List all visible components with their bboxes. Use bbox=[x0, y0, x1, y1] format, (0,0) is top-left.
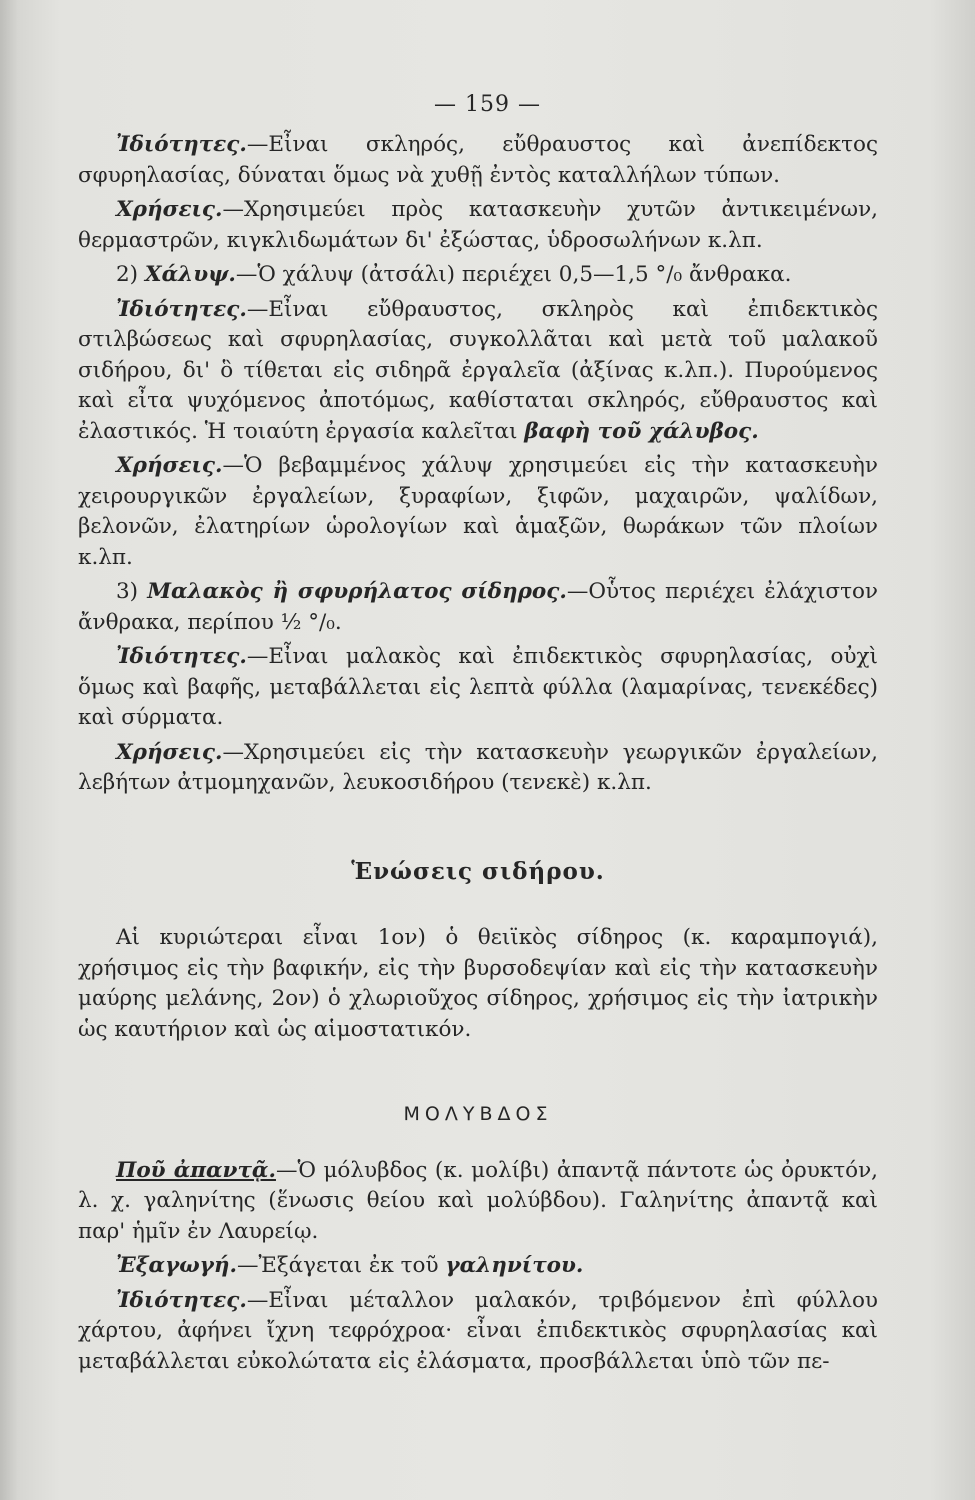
paragraph-text: —Οὗτος περιέχει ἐλάχιστον ἄνθρακα, περίπου ½ °/₀. bbox=[78, 579, 878, 635]
term-label: Ἰδιότητες. bbox=[116, 1287, 247, 1313]
body-text bbox=[78, 130, 878, 1381]
paragraph-text: —Εἶναι σκληρός, εὔθραυστος καὶ ἀνεπίδεκτος σφυρηλασίας, δύναται ὅμως νὰ χυθῇ ἐντὸς καταλλήλων τύπων. bbox=[78, 132, 878, 188]
term-label: Χρήσεις. bbox=[116, 197, 223, 222]
term-label: Ἰδιότητες. bbox=[116, 132, 247, 157]
term-label: Ποῦ ἀπαντᾷ. bbox=[116, 1157, 276, 1183]
paragraph-lead-extraction bbox=[78, 1251, 878, 1282]
term-label: Μαλακὸς ἢ σφυρήλατος σίδηρος. bbox=[147, 579, 567, 604]
emphasis-text: βαφὴ τοῦ χάλυβος. bbox=[524, 418, 759, 444]
emphasis-text: γαληνίτου. bbox=[445, 1253, 584, 1278]
paragraph-steel-uses bbox=[78, 451, 878, 573]
paragraph-text: —Ἐξάγεται ἐκ τοῦ bbox=[236, 1253, 439, 1278]
paragraph-iron-compounds: Αἱ κυριώτεραι εἶναι 1ον) ὁ θειϊκὸς σίδηρος (κ. καραμπογιά), χρήσιμος εἰς τὴν βαφικήν, εἰς τὴν βυρσοδεψίαν καὶ εἰς τὴν κατασκευὴν μαύρης μελάνης, 2ον) ὁ χλωριοῦχος σίδηρος, χρήσιμος εἰς τὴν ἰατρικὴν ὡς καυτήριον καὶ ὡς αἱμοστατικόν. bbox=[78, 925, 878, 1042]
paragraph-steel-intro bbox=[78, 260, 878, 291]
paragraph-text: —Εἶναι μαλακὸς καὶ ἐπιδεκτικὸς σφυρηλασίας, οὐχὶ ὅμως καὶ βαφῆς, μεταβάλλεται εἰς λεπτὰ φύλλα (λαμαρίνας, τενεκέδες) καὶ σύρματα. bbox=[78, 644, 878, 730]
paragraph-soft-iron-properties bbox=[78, 642, 878, 734]
paragraph-text: —Ὁ χάλυψ (ἀτσάλι) περιέχει 0,5—1,5 °/₀ ἄνθρακα. bbox=[235, 262, 792, 287]
term-label: Χάλυψ. bbox=[144, 262, 236, 287]
paragraph-text: —Εἶναι εὔθραυστος, σκληρὸς καὶ ἐπιδεκτικὸς στιλβώσεως καὶ σφυρηλασίας, συγκολλᾶται καὶ μετὰ τοῦ μαλακοῦ σιδήρου, δι' ὃ τίθεται εἰς σιδηρᾶ ἐργαλεῖα (ἀξίνας κ.λπ.). Πυρούμενος καὶ εἶτα ψυχόμενος ἀποτόμως, καθίσταται σκληρός, εὔθραυστος καὶ ἐλαστικός. Ἡ τοιαύτη ἐργασία καλεῖται bbox=[78, 296, 878, 444]
paragraph-text: —Χρησιμεύει πρὸς κατασκευὴν χυτῶν ἀντικειμένων, θερμαστρῶν, κιγκλιδωμάτων δι' ἐξώστας, ὑδροσωλήνων κ.λπ. bbox=[78, 197, 878, 253]
paragraph-lead-occurrence bbox=[78, 1156, 878, 1248]
paragraph-soft-iron-intro bbox=[78, 577, 878, 638]
heading-iron-compounds: Ἑνώσεις σιδήρου. bbox=[351, 857, 605, 885]
paragraph-steel-properties bbox=[78, 295, 878, 448]
paragraph-lead-properties bbox=[78, 1286, 878, 1378]
paragraph-text: —Ὁ βεβαμμένος χάλυψ χρησιμεύει εἰς τὴν κατασκευὴν χειρουργικῶν ἐργαλείων, ξυραφίων, ξιφῶν, μαχαιρῶν, ψαλίδων, βελονῶν, ἐλατηρίων ὡρολογίων καὶ ἁμαξῶν, θωράκων τῶν πλοίων κ.λπ. bbox=[78, 453, 878, 570]
term-label: Ἰδιότητες. bbox=[116, 296, 247, 322]
paragraph-text: —Ὁ μόλυβδος (κ. μολίβι) ἀπαντᾷ πάντοτε ὡς ὀρυκτόν, λ. χ. γαληνίτης (ἕνωσις θείου καὶ μολύβδου). Γαληνίτης ἀπαντᾷ καὶ παρ' ἡμῖν ἐν Λαυρείῳ. bbox=[78, 1157, 878, 1244]
heading-lead: ΜΟΛΥΒΔΟΣ bbox=[403, 1103, 553, 1125]
term-label: Χρήσεις. bbox=[116, 739, 223, 765]
paragraph-cast-iron-properties bbox=[78, 130, 878, 191]
paragraph-text: —Χρησιμεύει εἰς τὴν κατασκευὴν γεωργικῶν ἐργαλείων, λεβήτων ἀτμομηχανῶν, λευκοσιδήρου (τενεκὲ) κ.λπ. bbox=[78, 739, 878, 795]
paragraph-text: —Εἶναι μέταλλον μαλακόν, τριβόμενον ἐπὶ φύλλου χάρτου, ἀφήνει ἴχνη τεφρόχροα· εἶναι ἐπιδεκτικὸς σφυρηλασίας καὶ μεταβάλλεται εὐκολώτατα εἰς ἐλάσματα, προσβάλλεται ὑπὸ τῶν πε- bbox=[78, 1287, 878, 1374]
term-label: Ἐξαγωγή. bbox=[116, 1253, 237, 1278]
section-number: 2) bbox=[116, 262, 139, 287]
paragraph-cast-iron-uses bbox=[78, 195, 878, 256]
term-label: Χρήσεις. bbox=[116, 453, 223, 478]
term-label: Ἰδιότητες. bbox=[116, 644, 247, 669]
paragraph-soft-iron-uses bbox=[78, 738, 878, 799]
section-number: 3) bbox=[116, 579, 139, 604]
page-number: — 159 — bbox=[434, 92, 541, 117]
